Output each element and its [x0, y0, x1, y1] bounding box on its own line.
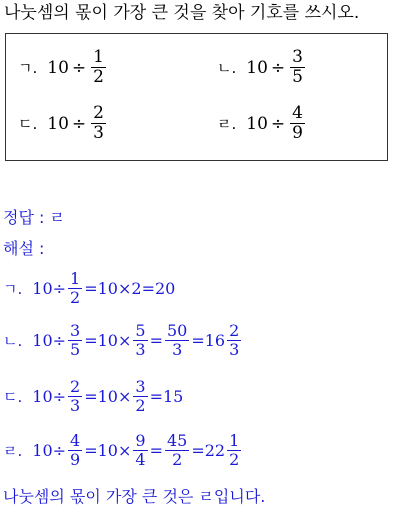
choice-whole: 10 [47, 57, 69, 78]
choice-mark: ㄹ. [217, 115, 237, 133]
expr-part: 10÷ [32, 279, 67, 298]
choice-fraction [290, 48, 305, 87]
solution-mark: ㄷ. [3, 388, 23, 406]
answer-value: ㄹ [49, 208, 65, 227]
expr-part: =10× [84, 387, 132, 406]
expr-part: =10×2=20 [84, 279, 176, 298]
fraction [68, 322, 82, 359]
fraction-denominator: 2 [135, 396, 146, 415]
choice-whole: 10 [246, 57, 268, 78]
fraction-denominator: 4 [135, 450, 146, 469]
fraction-numerator: 1 [93, 47, 104, 67]
fraction-numerator: 4 [70, 431, 81, 450]
divide-sign: ÷ [270, 113, 286, 134]
answer-label: 정답 : [3, 208, 45, 227]
fraction [227, 432, 241, 469]
fraction [165, 322, 189, 359]
fraction-numerator: 1 [70, 269, 81, 288]
fraction-numerator: 2 [70, 377, 81, 396]
fraction [133, 432, 147, 469]
choice-whole: 10 [246, 113, 268, 134]
solution-row-c [3, 378, 183, 415]
choice-fraction [91, 104, 106, 143]
solution-mark: ㄴ. [3, 332, 23, 350]
fraction-numerator: 5 [135, 321, 146, 340]
choices-box [5, 33, 388, 161]
choice-d [217, 104, 307, 143]
choice-mark: ㄷ. [18, 115, 38, 133]
choice-mark: ㄴ. [217, 59, 237, 77]
solution-heading: 해설 : [3, 239, 45, 258]
fraction-numerator: 50 [166, 321, 188, 340]
choice-fraction [91, 48, 106, 87]
expr-part: 10÷ [32, 331, 67, 350]
solution-mark: ㄱ. [3, 280, 23, 298]
expr-part: =16 [191, 331, 226, 350]
answer-line [3, 205, 65, 228]
divide-sign: ÷ [71, 57, 87, 78]
fraction-denominator: 3 [229, 340, 240, 359]
solution-row-b [3, 322, 243, 359]
fraction-numerator: 45 [166, 431, 188, 450]
fraction [68, 270, 82, 307]
solution-row-a [3, 270, 175, 307]
fraction [68, 378, 82, 415]
question-text: 나눗셈의 몫이 가장 큰 것을 찾아 기호를 쓰시오. [4, 3, 360, 23]
solution-conclusion: 나눗셈의 몫이 가장 큰 것은 ㄹ입니다. [3, 487, 266, 506]
solution-row-d [3, 432, 243, 469]
fraction-denominator: 2 [172, 450, 183, 469]
fraction-numerator: 3 [292, 47, 303, 67]
fraction-denominator: 9 [292, 123, 303, 143]
solution-mark: ㄹ. [3, 442, 23, 460]
fraction-denominator: 5 [70, 340, 81, 359]
fraction [227, 322, 241, 359]
expr-part: = [149, 331, 163, 350]
fraction-numerator: 3 [70, 321, 81, 340]
choice-fraction [290, 104, 305, 143]
fraction-numerator: 4 [292, 103, 303, 123]
fraction-denominator: 2 [70, 288, 81, 307]
fraction-denominator: 3 [172, 340, 183, 359]
expr-part: =10× [84, 331, 132, 350]
fraction-numerator: 2 [229, 321, 240, 340]
fraction-numerator: 1 [229, 431, 240, 450]
choice-c [18, 104, 108, 143]
divide-sign: ÷ [270, 57, 286, 78]
fraction [165, 432, 189, 469]
expr-part: =10× [84, 441, 132, 460]
choice-whole: 10 [47, 113, 69, 134]
fraction-denominator: 2 [229, 450, 240, 469]
expr-part: 10÷ [32, 387, 67, 406]
expr-part: 10÷ [32, 441, 67, 460]
fraction-denominator: 9 [70, 450, 81, 469]
fraction-denominator: 3 [70, 396, 81, 415]
choice-b [217, 48, 307, 87]
divide-sign: ÷ [71, 113, 87, 134]
expr-part: = [149, 441, 163, 460]
fraction-numerator: 2 [93, 103, 104, 123]
expr-part: =22 [191, 441, 226, 460]
choice-mark: ㄱ. [18, 59, 38, 77]
fraction-denominator: 2 [93, 67, 104, 87]
expr-part: =15 [149, 387, 184, 406]
fraction-numerator: 3 [135, 377, 146, 396]
fraction-denominator: 5 [292, 67, 303, 87]
choice-a [18, 48, 108, 87]
fraction-denominator: 3 [93, 123, 104, 143]
fraction-denominator: 3 [135, 340, 146, 359]
fraction-numerator: 9 [135, 431, 146, 450]
fraction [133, 322, 147, 359]
fraction [133, 378, 147, 415]
fraction [68, 432, 82, 469]
